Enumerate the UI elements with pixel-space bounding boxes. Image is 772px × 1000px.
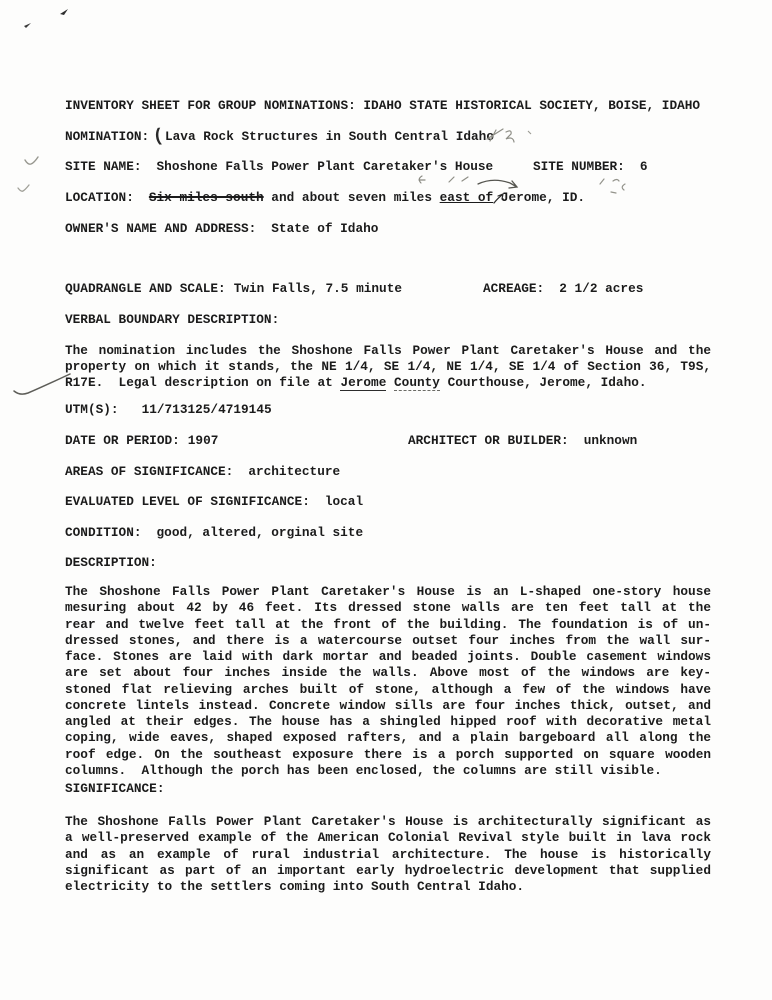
- underlined-county: County: [394, 375, 440, 391]
- handwritten-mark: [419, 176, 425, 183]
- field-owner: [65, 222, 711, 236]
- field-label: ACREAGE:: [483, 281, 545, 296]
- ink-speck: [60, 9, 68, 15]
- section-label-significance: SIGNIFICANCE:: [65, 781, 165, 796]
- paragraph-line: and as an example of rural industrial architecture. The house is historically: [65, 846, 711, 862]
- paragraph-line: electricity to the settlers coming into South Central Idaho.: [65, 879, 525, 894]
- paragraph-line: R17E. Legal description on file at Jerome County Courthouse, Jerome, Idaho.: [65, 375, 647, 391]
- paragraph-line: concrete lintels instead. Concrete window sills are four inches thick, outset, and: [65, 697, 711, 713]
- paragraph-line: The Shoshone Falls Power Plant Caretaker's House is architecturally significant as: [65, 814, 711, 829]
- section-label-verbal-boundary: VERBAL BOUNDARY DESCRIPTION:: [65, 312, 280, 327]
- paragraph-line: significant as part of an important early hydroelectric development that supplied: [65, 862, 711, 878]
- field-value: 6: [639, 159, 648, 174]
- field-label: LOCATION:: [65, 190, 134, 205]
- handwritten-mark: [449, 177, 468, 182]
- field-value: Twin Falls, 7.5 minute: [233, 281, 403, 296]
- field-quadrangle: [65, 282, 711, 296]
- paragraph-line: coping, wide eaves, shaped exposed rafters, and a plain bargeboard all along the: [65, 730, 711, 746]
- field-label: AREAS OF SIGNIFICANCE:: [65, 464, 234, 479]
- field-label: CONDITION:: [65, 525, 142, 540]
- field-value: 2 1/2 acres: [559, 281, 644, 296]
- field-condition: [65, 526, 711, 540]
- ink-speck: [24, 23, 31, 28]
- field-date-or-period: [65, 434, 711, 448]
- handwritten-mark: [600, 179, 619, 184]
- field-label: UTM(S):: [65, 402, 119, 417]
- section-label-description: DESCRIPTION:: [65, 555, 157, 570]
- field-utm: [65, 403, 711, 417]
- paragraph-line: roof edge. On the southeast exposure there is a porch supported on square wooden: [65, 746, 711, 762]
- field-value: and about seven miles: [263, 190, 440, 205]
- field-site-name: [65, 160, 711, 174]
- field-site-number: [533, 160, 647, 174]
- paragraph-line: are set about four inches inside the walls. Above most of the windows are key-: [65, 665, 711, 681]
- paragraph-line: angled at their edges. The house has a shingled hipped roof with decorative metal: [65, 714, 711, 729]
- location-struck-text: Six miles south: [148, 190, 264, 205]
- field-areas-of-significance: [65, 465, 711, 479]
- field-label: ARCHITECT OR BUILDER:: [408, 433, 569, 448]
- description-paragraph: [65, 584, 711, 779]
- paragraph-line: dressed stones, and there is a watercourse outset four inches from the wall sur-: [65, 632, 711, 648]
- field-architect: [408, 434, 637, 448]
- paragraph-line: mesuring about 42 by 46 feet. Its dressed stone walls are ten feet tall at the: [65, 600, 711, 616]
- field-acreage: [483, 282, 643, 296]
- field-label: QUADRANGLE AND SCALE:: [65, 281, 226, 296]
- field-label: EVALUATED LEVEL OF SIGNIFICANCE:: [65, 494, 310, 509]
- margin-checkmark: [25, 157, 38, 164]
- field-label: DATE OR PERIOD:: [65, 433, 180, 448]
- underlined-jerome: Jerome: [340, 375, 387, 391]
- paragraph-line: The Shoshone Falls Power Plant Caretaker's House is an L-shaped one-story house: [65, 584, 711, 599]
- location-underlined-text: east of: [439, 190, 494, 205]
- field-label: NOMINATION:: [65, 129, 150, 144]
- field-evaluated-level: [65, 495, 711, 509]
- significance-paragraph: [65, 814, 711, 895]
- paragraph-line: rear and twelve feet tall at the front of the building. The foundation is of un-: [65, 616, 711, 632]
- field-value: 1907: [187, 433, 219, 448]
- margin-checkmark: [14, 374, 70, 394]
- field-value: architecture: [248, 464, 341, 479]
- page-title: INVENTORY SHEET FOR GROUP NOMINATIONS: IDAHO STATE HISTORICAL SOCIETY, BOISE, IDAHO: [65, 98, 701, 113]
- field-value: good, altered, orginal site: [156, 525, 364, 540]
- paragraph-line: face. Stones are laid with dark mortar and beaded joints. Double casement windows: [65, 649, 711, 664]
- field-value: Shoshone Falls Power Plant Caretaker's House: [156, 159, 494, 174]
- field-nomination: [65, 126, 711, 148]
- paragraph-line: property on which it stands, the NE 1/4, SE 1/4, NE 1/4, SE 1/4 of Section 36, T9S,: [65, 359, 711, 375]
- paragraph-line: stoned flat relieving arches built of stone, although a few of the windows have: [65, 681, 711, 697]
- margin-checkmark: [18, 185, 29, 191]
- boundary-paragraph: [65, 343, 711, 391]
- paragraph-line: The nomination includes the Shoshone Falls Power Plant Caretaker's House and the: [65, 343, 711, 358]
- field-value: 11/713125/4719145: [141, 402, 272, 417]
- paragraph-line: columns. Although the porch has been enclosed, the columns are still visible.: [65, 762, 662, 778]
- field-value: State of Idaho: [271, 221, 379, 236]
- field-label: SITE NUMBER:: [533, 159, 625, 174]
- handwritten-paren: (: [152, 126, 166, 148]
- field-value: Jerome, ID.: [493, 190, 586, 205]
- field-value: unknown: [583, 433, 638, 448]
- field-location: [65, 191, 711, 205]
- field-value: local: [324, 494, 364, 509]
- field-label: SITE NAME:: [65, 159, 142, 174]
- field-value: Lava Rock Structures in South Central Idaho: [164, 129, 494, 144]
- field-label: OWNER'S NAME AND ADDRESS:: [65, 221, 257, 236]
- paragraph-line: a well-preserved example of the American Colonial Revival style built in lava rock: [65, 830, 711, 846]
- handwritten-arrow: [478, 180, 517, 188]
